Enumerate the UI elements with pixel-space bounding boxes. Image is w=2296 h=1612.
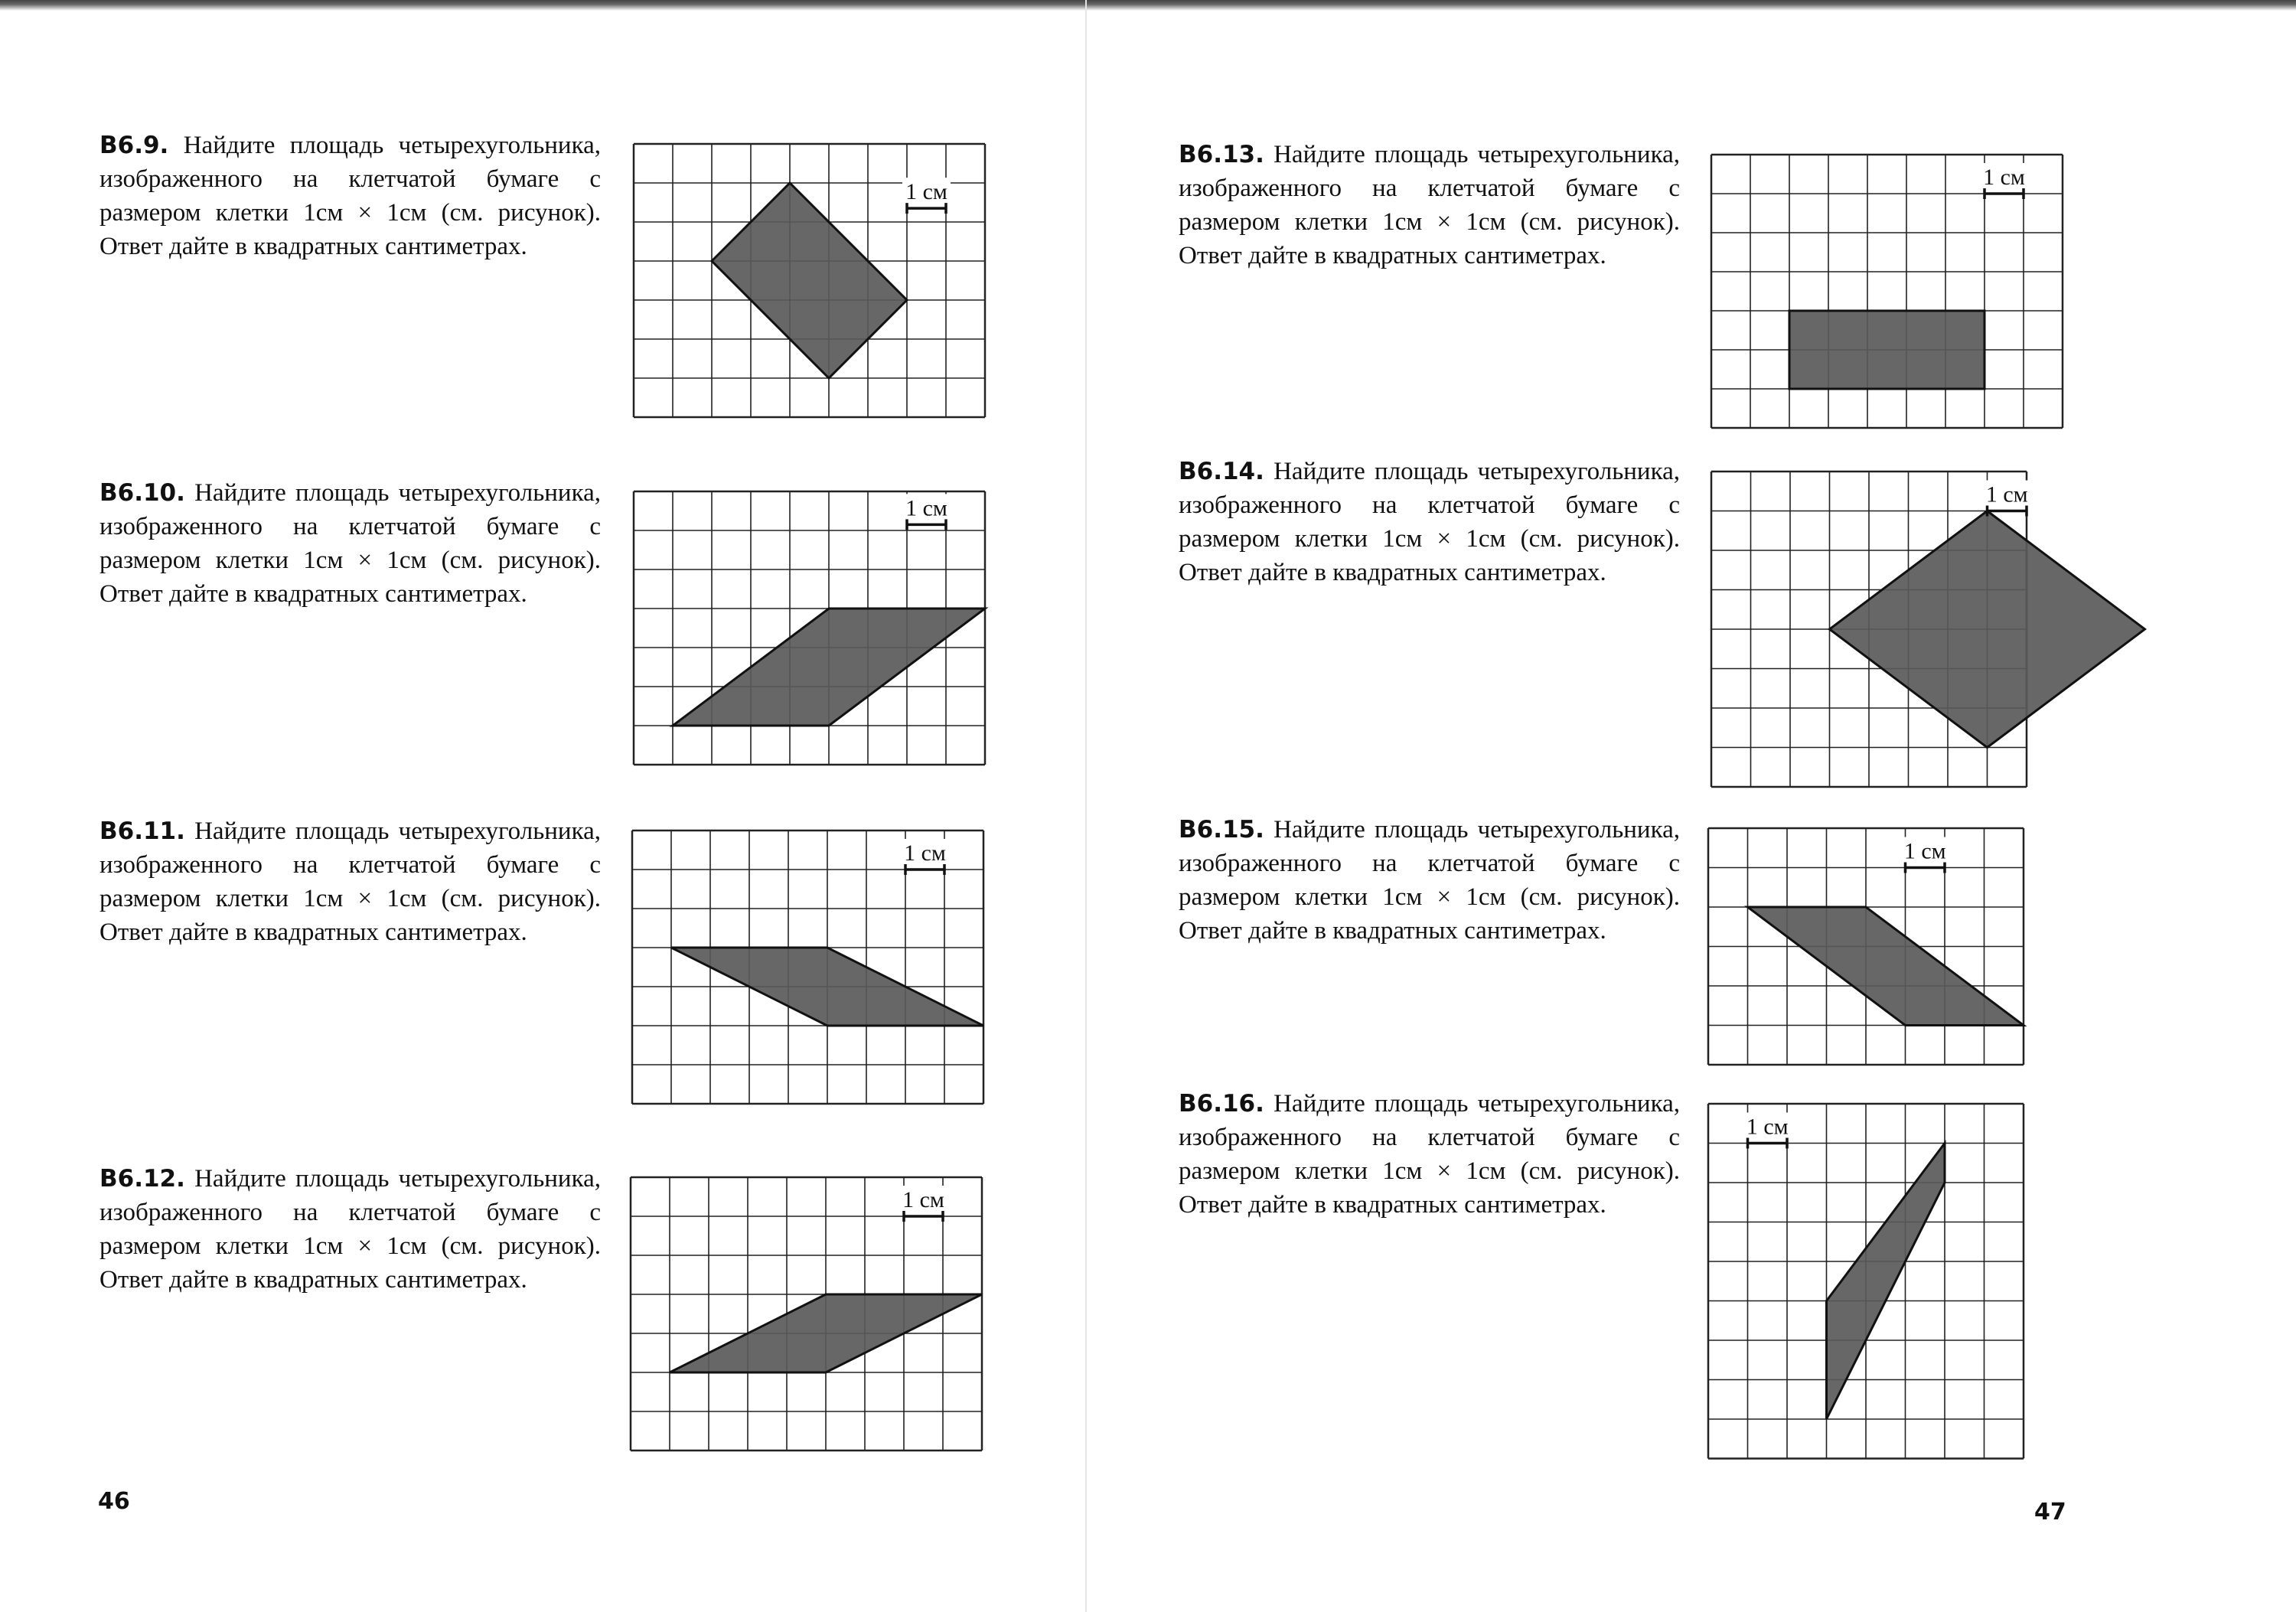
quadrilateral-shape: [1789, 311, 1985, 389]
problem-b6-13: [1179, 138, 1680, 272]
problem-b6-15: [1179, 813, 1680, 948]
problem-statement: Найдите площадь четырехугольника, изображенного на клетчатой бумаге с размером клетки 1см × 1см (см. рисунок). Ответ дайте в квадратных сантиметрах.: [1179, 458, 1681, 586]
problem-b6-12: [99, 1162, 601, 1297]
problem-number: B6.16.: [1179, 1090, 1264, 1118]
problem-statement: Найдите площадь четырехугольника, изображенного на клетчатой бумаге с размером клетки 1см × 1см (см. рисунок). Ответ дайте в квадратных сантиметрах.: [1179, 141, 1681, 269]
problem-statement: Найдите площадь четырехугольника, изображенного на клетчатой бумаге с размером клетки 1см × 1см (см. рисунок). Ответ дайте в квадратных сантиметрах.: [1179, 816, 1681, 945]
problem-statement: Найдите площадь четырехугольника, изображенного на клетчатой бумаге с размером клетки 1см × 1см (см. рисунок). Ответ дайте в квадратных сантиметрах.: [99, 1165, 602, 1294]
problem-b6-16: [1179, 1087, 1680, 1222]
scale-label: 1 см: [1746, 1114, 1789, 1140]
problem-b6-11: [99, 814, 601, 949]
problem-statement: Найдите площадь четырехугольника, изображенного на клетчатой бумаге с размером клетки 1см × 1см (см. рисунок). Ответ дайте в квадратных сантиметрах.: [99, 817, 602, 946]
problem-statement: Найдите площадь четырехугольника, изображенного на клетчатой бумаге с размером клетки 1см × 1см (см. рисунок). Ответ дайте в квадратных сантиметрах.: [1179, 1090, 1681, 1219]
grid-figure-b6-13: [1711, 155, 2063, 428]
problem-number: B6.13.: [1179, 141, 1264, 168]
grid-figure-b6-12: [631, 1177, 982, 1450]
scale-label: 1 см: [905, 495, 947, 521]
problem-statement: Найдите площадь четырехугольника, изображенного на клетчатой бумаге с размером клетки 1см × 1см (см. рисунок). Ответ дайте в квадратных сантиметрах.: [99, 132, 602, 260]
page-number-right: 47: [2034, 1499, 2066, 1526]
scale-label: 1 см: [1985, 481, 2028, 507]
quadrilateral-shape: [712, 183, 907, 378]
scale-label: 1 см: [904, 840, 946, 866]
grid-figure-b6-15: [1708, 828, 2024, 1065]
problem-number: B6.10.: [99, 479, 185, 507]
problem-number: B6.15.: [1179, 816, 1264, 844]
quadrilateral-shape: [1748, 907, 2024, 1026]
grid-figure-b6-11: [632, 830, 983, 1104]
grid-figure-b6-9: [634, 144, 985, 417]
page-number-left: 46: [98, 1488, 130, 1515]
problem-number: B6.14.: [1179, 458, 1264, 485]
problem-b6-9: [99, 129, 601, 263]
scale-label: 1 см: [1903, 838, 1946, 864]
scale-label: 1 см: [905, 179, 947, 205]
problem-statement: Найдите площадь четырехугольника, изображенного на клетчатой бумаге с размером клетки 1см × 1см (см. рисунок). Ответ дайте в квадратных сантиметрах.: [99, 479, 602, 608]
scale-label: 1 см: [1983, 165, 2025, 190]
scale-label: 1 см: [902, 1187, 944, 1212]
book-spine: [1085, 0, 1087, 1612]
quadrilateral-shape: [1827, 1144, 1945, 1420]
quadrilateral-shape: [673, 609, 985, 726]
problem-b6-14: [1179, 455, 1680, 589]
problem-b6-10: [99, 476, 601, 611]
problem-number: B6.9.: [99, 132, 169, 159]
page-top-edge: [0, 0, 2296, 11]
grid-figure-b6-14: [1711, 472, 2027, 787]
problem-number: B6.12.: [99, 1165, 185, 1193]
grid-figure-b6-16: [1708, 1104, 2024, 1459]
quadrilateral-shape: [1830, 511, 2145, 748]
problem-number: B6.11.: [99, 817, 185, 845]
grid-figure-b6-10: [634, 491, 985, 765]
